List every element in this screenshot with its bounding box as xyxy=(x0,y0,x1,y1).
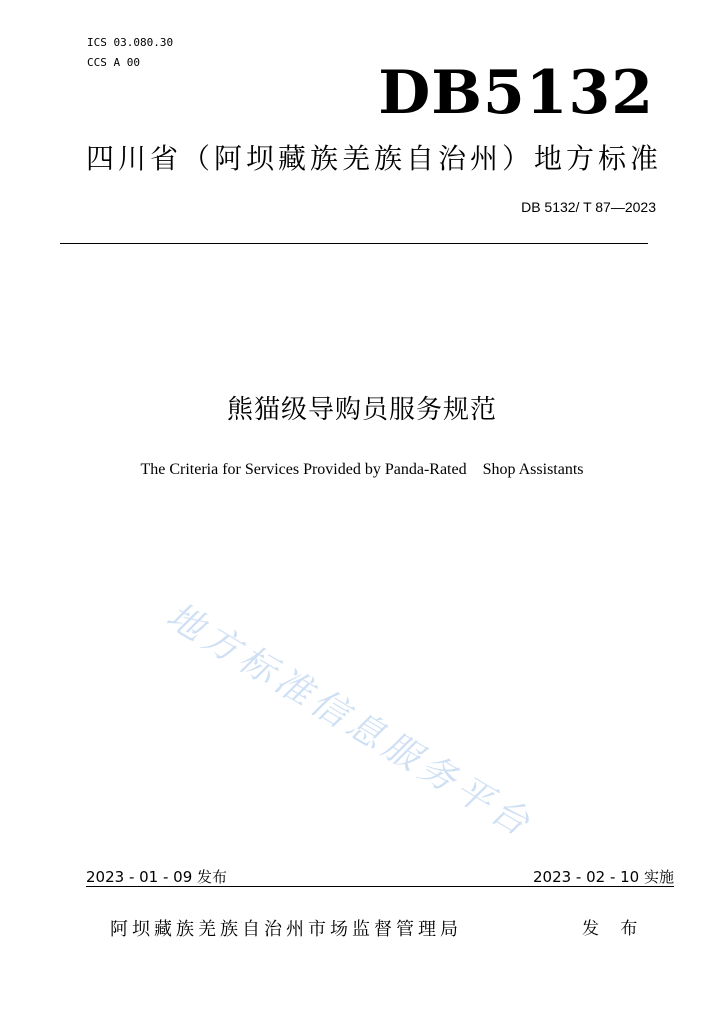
ccs-code: CCS A 00 xyxy=(87,56,140,69)
issuer-title: 四川省（阿坝藏族羌族自治州）地方标准 xyxy=(86,142,663,175)
top-divider xyxy=(60,243,648,244)
bottom-divider xyxy=(86,886,674,887)
document-title-english: The Criteria for Services Provided by Panda-Rated Shop Assistants xyxy=(140,461,584,478)
publisher-name: 阿坝藏族羌族自治州市场监督管理局 xyxy=(110,919,462,940)
standard-number: DB 5132/ T 87—2023 xyxy=(521,199,656,215)
publish-label: 发 布 xyxy=(582,919,646,939)
standard-code-heading: DB5132 xyxy=(378,58,654,128)
ics-code: ICS 03.080.30 xyxy=(87,36,174,49)
watermark: 地方标准信息服务平台 xyxy=(159,595,541,847)
implementation-date: 2023 - 02 - 10 实施 xyxy=(532,868,674,886)
document-title-chinese: 熊猫级导购员服务规范 xyxy=(226,395,497,425)
issue-date: 2023 - 01 - 09 发布 xyxy=(86,868,228,886)
